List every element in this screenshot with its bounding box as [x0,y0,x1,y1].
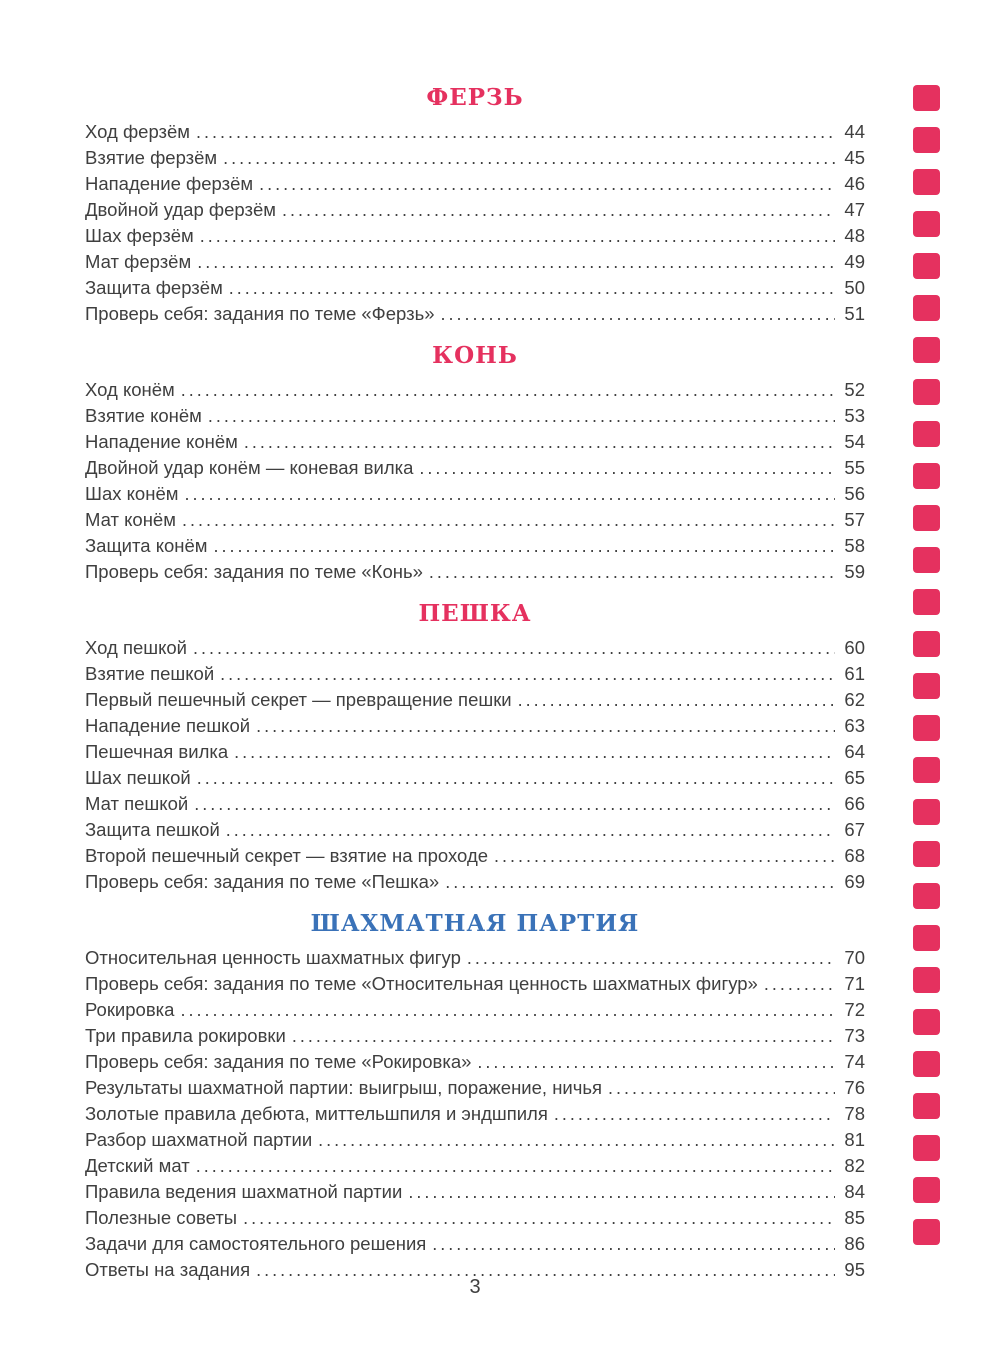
toc-entry-title: Три правила рокировки [85,1025,286,1046]
dot-leader [445,869,835,895]
toc-entry-title: Защита конём [85,535,208,556]
toc-entry-page: 59 [844,561,865,582]
toc-entry-page: 78 [844,1103,865,1124]
dot-leader [181,377,835,403]
toc-entry [85,197,865,223]
dot-leader [196,1153,835,1179]
dot-leader [477,1049,835,1075]
toc-entry [85,429,865,455]
toc-entry-page: 81 [844,1129,865,1150]
toc-entry-page: 60 [844,637,865,658]
toc-entry-title: Проверь себя: задания по теме «Конь» [85,561,423,582]
decor-square [913,1177,940,1203]
toc-entry [85,1231,865,1257]
toc-entry-page: 56 [844,483,865,504]
decor-square [913,715,940,741]
toc-entry-page: 54 [844,431,865,452]
toc-entry [85,997,865,1023]
toc-entry-title: Проверь себя: задания по теме «Пешка» [85,871,440,892]
decor-square [913,631,940,657]
toc-entry-title: Мат конём [85,509,176,530]
section-heading: ПЕШКА [418,600,532,627]
dot-leader [220,661,835,687]
toc-entry [85,1127,865,1153]
toc-entry [85,817,865,843]
decorative-square-strip [913,85,940,1245]
decor-square [913,547,940,573]
dot-leader [282,197,835,223]
toc-entry [85,843,865,869]
decor-square [913,211,940,237]
toc-entry-page: 62 [844,689,865,710]
decor-square [913,1219,940,1245]
dot-leader [408,1179,835,1205]
toc-entry [85,481,865,507]
dot-leader [608,1075,835,1101]
decor-square [913,127,940,153]
dot-leader [234,739,835,765]
dot-leader [554,1101,835,1127]
toc-entry-title: Нападение пешкой [85,715,251,736]
toc-entry-page: 51 [844,303,865,324]
dot-leader [467,945,835,971]
toc-entry-title: Мат ферзём [85,251,192,272]
toc-entry-page: 67 [844,819,865,840]
page-footer [85,1276,865,1299]
toc-entry-page: 55 [844,457,865,478]
dot-leader [182,507,835,533]
toc-entry [85,455,865,481]
toc-entry-page: 50 [844,277,865,298]
toc-entry-title: Ход пешкой [85,637,188,658]
toc-entry-title: Проверь себя: задания по теме «Рокировка» [85,1051,472,1072]
toc-entry [85,1153,865,1179]
toc-entry-page: 49 [844,251,865,272]
toc-entry-page: 95 [844,1259,865,1280]
toc-entry-page: 46 [844,173,865,194]
dot-leader [193,635,835,661]
decor-square [913,463,940,489]
decor-square [913,799,940,825]
toc-entry-page: 58 [844,535,865,556]
toc-entry [85,1049,865,1075]
toc-entry-title: Детский мат [85,1155,190,1176]
toc-entry-page: 70 [844,947,865,968]
toc-entry-page: 68 [844,845,865,866]
toc-entry-title: Полезные советы [85,1207,238,1228]
decor-square [913,379,940,405]
toc-entry-page: 53 [844,405,865,426]
toc-entry-title: Защита ферзём [85,277,223,298]
toc-entry [85,765,865,791]
decor-square [913,253,940,279]
section-heading: КОНЬ [432,342,518,369]
section-heading: ШАХМАТНАЯ ПАРТИЯ [310,910,640,937]
dot-leader [223,145,835,171]
toc-entry [85,533,865,559]
dot-leader [244,429,835,455]
toc-entry-title: Пешечная вилка [85,741,229,762]
dot-leader [419,455,835,481]
toc-entry-page: 44 [844,121,865,142]
toc-entry-title: Относительная ценность шахматных фигур [85,947,461,968]
toc-entry-page: 57 [844,509,865,530]
toc-entry-page: 85 [844,1207,865,1228]
dot-leader [197,249,835,275]
toc-entry [85,635,865,661]
toc-entry-title: Ход ферзём [85,121,191,142]
toc-entry-page: 82 [844,1155,865,1176]
toc-entry [85,119,865,145]
toc-entry [85,1179,865,1205]
toc-entry-title: Нападение ферзём [85,173,254,194]
toc-entry [85,869,865,895]
toc-entry-page: 61 [844,663,865,684]
toc-entry [85,791,865,817]
decor-square [913,925,940,951]
decor-square [913,295,940,321]
toc-entry [85,403,865,429]
toc-entry-page: 86 [844,1233,865,1254]
dot-leader [180,997,835,1023]
toc-entry [85,1101,865,1127]
decor-square [913,421,940,447]
dot-leader [494,843,835,869]
toc-entry-title: Нападение конём [85,431,238,452]
decor-square [913,1093,940,1119]
dot-leader [764,971,835,997]
toc-entry-page: 72 [844,999,865,1020]
toc-entry [85,661,865,687]
toc-entry-title: Шах конём [85,483,179,504]
toc-entry-title: Двойной удар конём — коневая вилка [85,457,414,478]
dot-leader [229,275,835,301]
toc-entry [85,377,865,403]
decor-square [913,967,940,993]
toc-entry [85,687,865,713]
toc-entry-title: Взятие ферзём [85,147,218,168]
decor-square [913,337,940,363]
decor-square [913,757,940,783]
toc-entry-page: 74 [844,1051,865,1072]
toc-entry-title: Ответы на задания [85,1259,251,1280]
toc-entry [85,1023,865,1049]
dot-leader [518,687,835,713]
dot-leader [429,559,835,585]
toc-entry [85,713,865,739]
toc-entry-title: Проверь себя: задания по теме «Относительная ценность шахматных фигур» [85,973,758,994]
toc-entry-page: 48 [844,225,865,246]
toc-entry [85,945,865,971]
toc-entry-title: Правила ведения шахматной партии [85,1181,403,1202]
toc-entry-title: Разбор шахматной партии [85,1129,313,1150]
toc-entry-title: Задачи для самостоятельного решения [85,1233,427,1254]
toc-entry-title: Двойной удар ферзём [85,199,276,220]
toc-entry-page: 52 [844,379,865,400]
decor-square [913,1051,940,1077]
toc-entry-page: 71 [844,973,865,994]
toc-entry [85,275,865,301]
decor-square [913,673,940,699]
toc-entry [85,301,865,327]
toc-entry-title: Взятие конём [85,405,202,426]
toc-entry-page: 73 [844,1025,865,1046]
toc-entry-page: 66 [844,793,865,814]
toc-entry-page: 84 [844,1181,865,1202]
toc-entry-title: Шах пешкой [85,767,191,788]
toc-entry [85,739,865,765]
toc-entry-page: 76 [844,1077,865,1098]
toc-entry-title: Ход конём [85,379,175,400]
toc-entry-title: Результаты шахматной партии: выигрыш, поражение, ничья [85,1077,603,1098]
decor-square [913,883,940,909]
page-number: 3 [469,1276,481,1298]
table-of-contents [85,84,865,1283]
toc-entry [85,223,865,249]
dot-leader [441,301,835,327]
toc-entry-page: 65 [844,767,865,788]
toc-entry-page: 47 [844,199,865,220]
toc-entry-page: 69 [844,871,865,892]
toc-entry [85,249,865,275]
toc-entry-title: Защита пешкой [85,819,220,840]
toc-entry-title: Рокировка [85,999,175,1020]
dot-leader [243,1205,835,1231]
dot-leader [197,765,835,791]
toc-entry [85,1205,865,1231]
dot-leader [208,403,835,429]
toc-entry-title: Проверь себя: задания по теме «Ферзь» [85,303,435,324]
dot-leader [196,119,835,145]
decor-square [913,85,940,111]
dot-leader [184,481,835,507]
decor-square [913,169,940,195]
toc-entry-title: Мат пешкой [85,793,189,814]
toc-entry-title: Шах ферзём [85,225,194,246]
dot-leader [432,1231,835,1257]
dot-leader [214,533,835,559]
decor-square [913,589,940,615]
dot-leader [256,713,835,739]
decor-square [913,1135,940,1161]
toc-entry-title: Взятие пешкой [85,663,215,684]
dot-leader [194,791,835,817]
toc-entry [85,171,865,197]
section-heading: ФЕРЗЬ [426,84,524,111]
toc-entry-title: Золотые правила дебюта, миттельшпиля и эндшпиля [85,1103,548,1124]
dot-leader [292,1023,835,1049]
dot-leader [200,223,835,249]
toc-entry [85,145,865,171]
toc-entry-title: Первый пешечный секрет — превращение пешки [85,689,512,710]
dot-leader [259,171,835,197]
toc-entry-page: 63 [844,715,865,736]
toc-entry [85,507,865,533]
decor-square [913,1009,940,1035]
dot-leader [318,1127,835,1153]
toc-entry-page: 45 [844,147,865,168]
toc-entry [85,1075,865,1101]
toc-entry-title: Второй пешечный секрет — взятие на проходе [85,845,489,866]
toc-entry [85,559,865,585]
toc-entry [85,971,865,997]
decor-square [913,841,940,867]
toc-entry-page: 64 [844,741,865,762]
decor-square [913,505,940,531]
dot-leader [226,817,835,843]
